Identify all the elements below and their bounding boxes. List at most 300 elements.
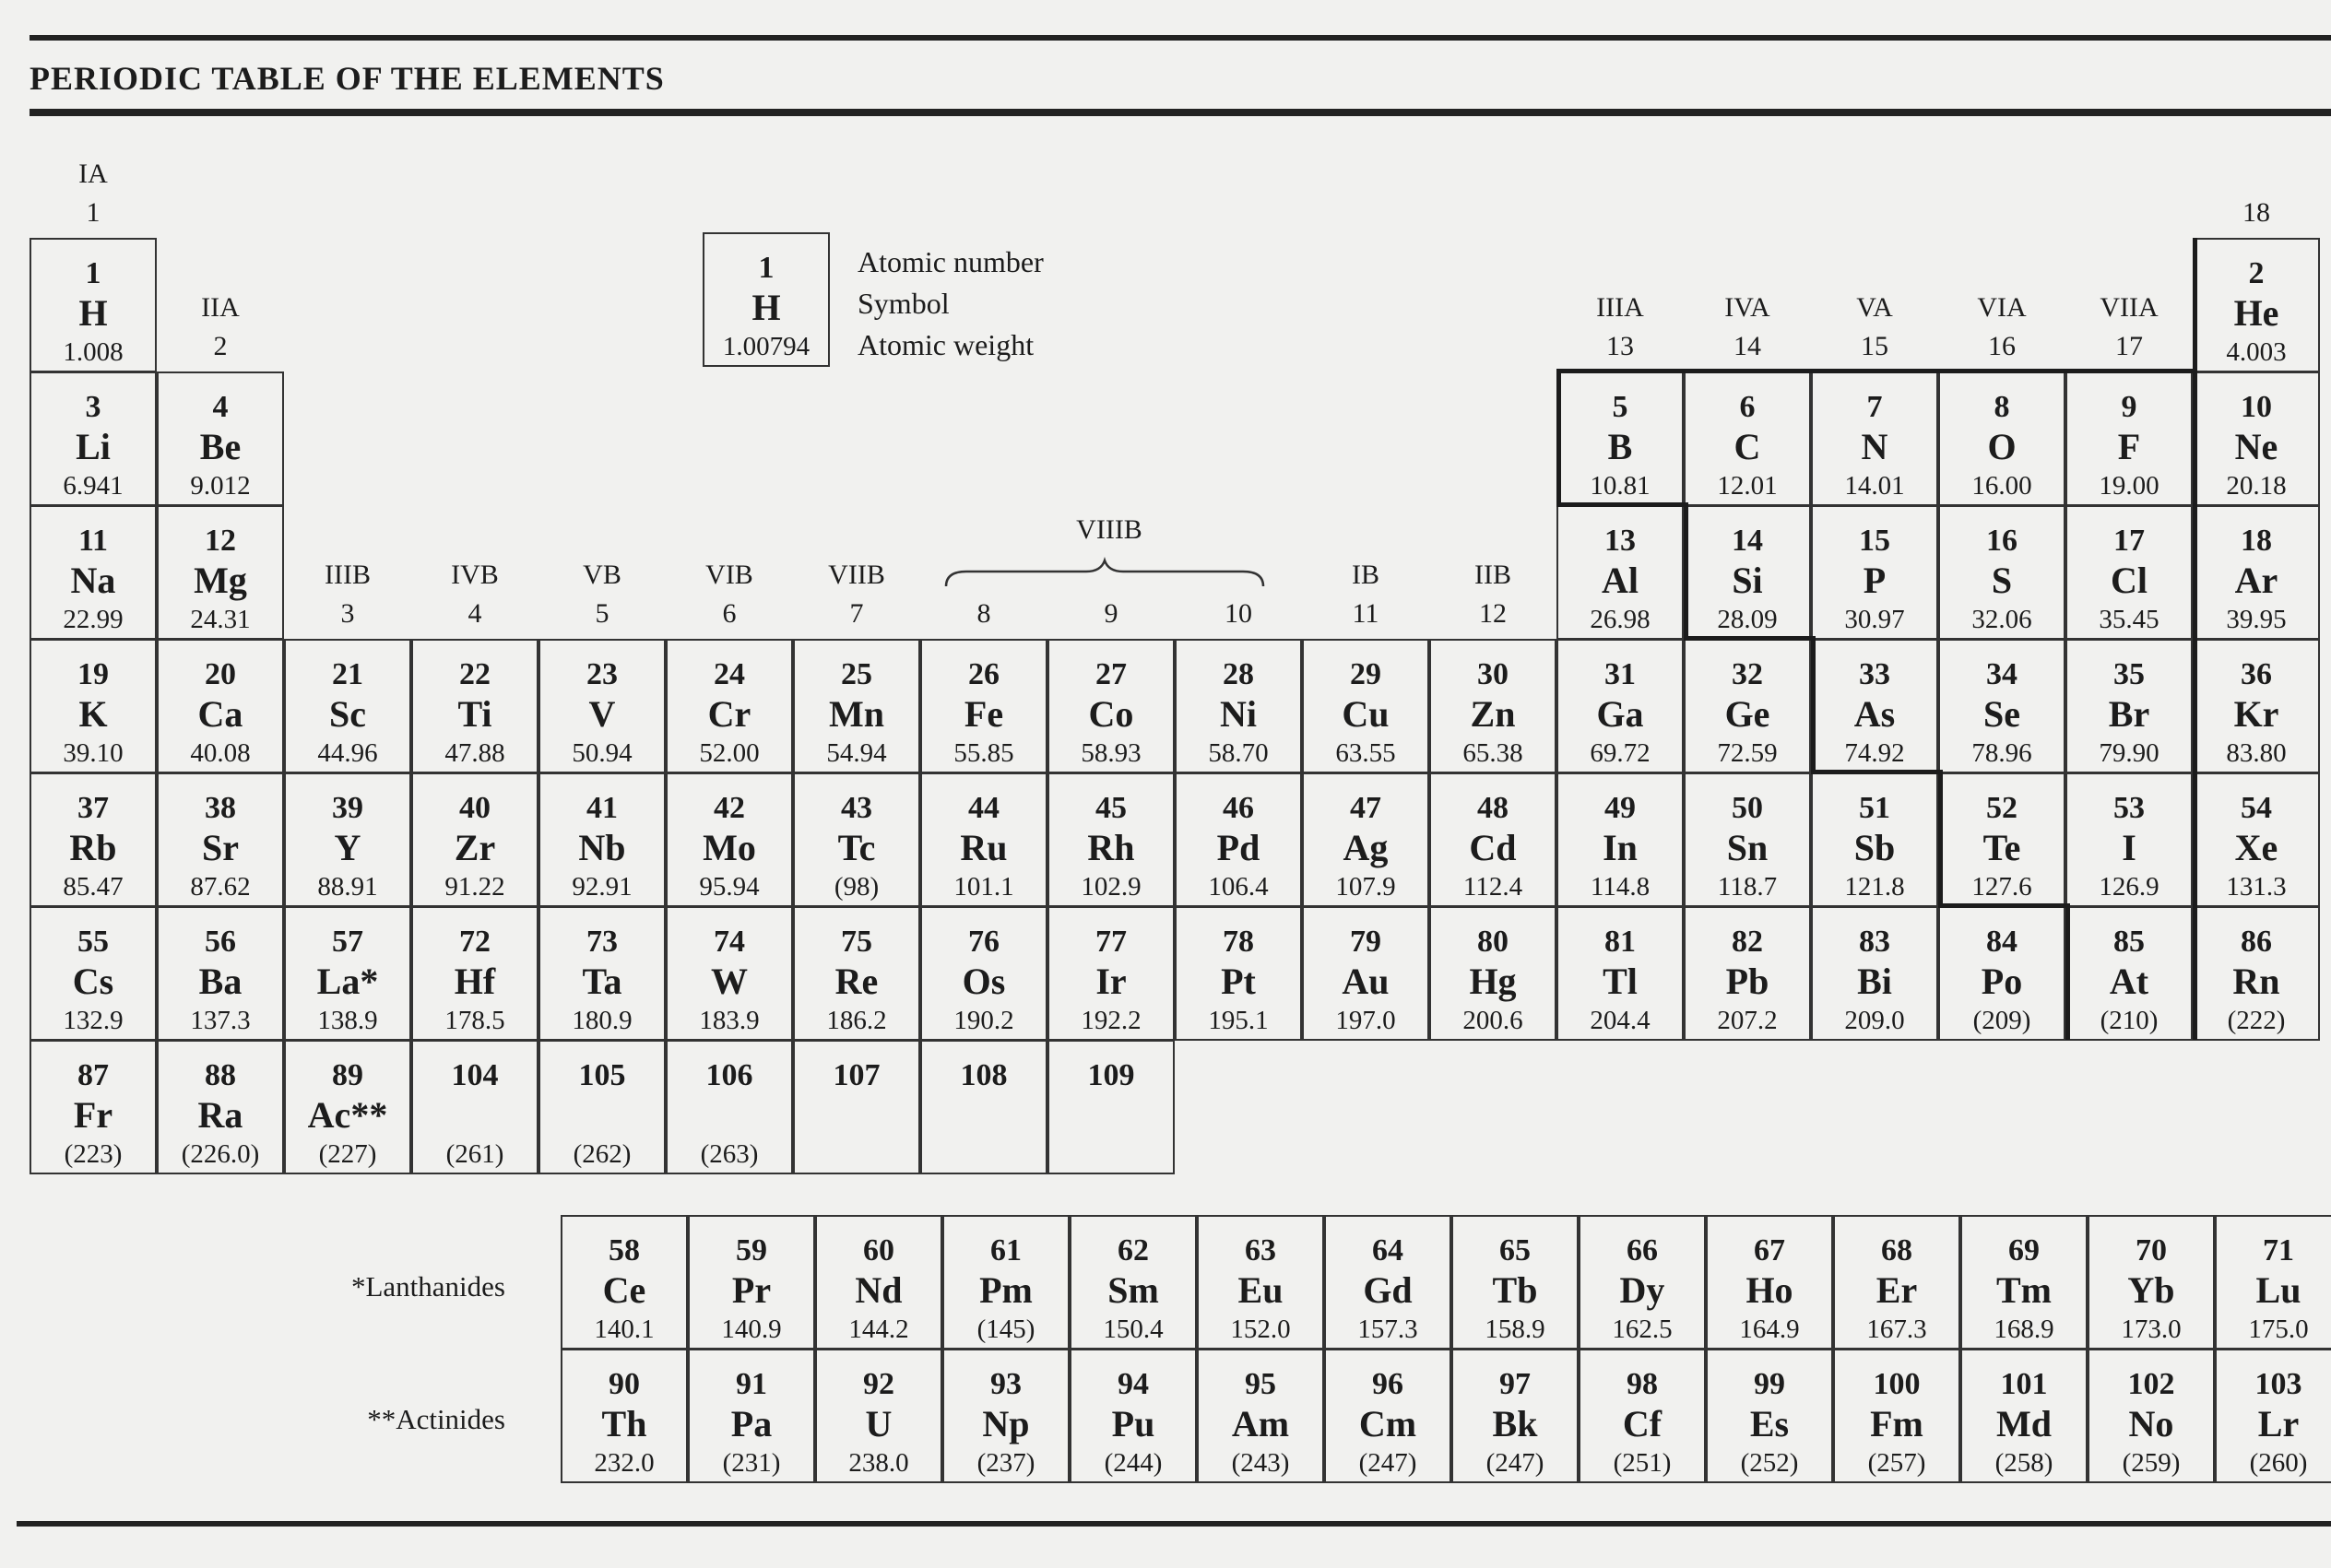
element-symbol: La* xyxy=(316,961,379,1002)
element-symbol: Eu xyxy=(1237,1269,1284,1311)
atomic-number: 109 xyxy=(1087,1058,1135,1092)
atomic-number: 47 xyxy=(1350,791,1381,825)
atomic-number: 80 xyxy=(1477,925,1509,959)
element-cell-fr xyxy=(30,1040,157,1174)
atomic-number: 49 xyxy=(1604,791,1636,825)
element-symbol: H xyxy=(78,292,108,334)
atomic-number: 38 xyxy=(205,791,236,825)
bottom-rule xyxy=(17,1521,2331,1527)
atomic-weight: 144.2 xyxy=(848,1315,909,1344)
atomic-number: 45 xyxy=(1095,791,1127,825)
atomic-weight: 197.0 xyxy=(1335,1006,1396,1035)
element-symbol: Sc xyxy=(329,693,366,735)
group-label-number: 7 xyxy=(849,598,864,629)
legend-weight: 1.00794 xyxy=(722,332,811,361)
atomic-weight: 39.10 xyxy=(63,738,124,768)
atomic-weight: 238.0 xyxy=(848,1448,909,1478)
element-symbol: Sb xyxy=(1853,827,1896,868)
atomic-weight: (222) xyxy=(2227,1006,2286,1035)
atomic-number: 3 xyxy=(85,390,101,424)
group-label-number: 1 xyxy=(86,197,101,228)
atomic-weight: (226.0) xyxy=(181,1139,260,1169)
atomic-number: 108 xyxy=(960,1058,1008,1092)
element-symbol: I xyxy=(2122,827,2136,868)
atomic-number: 82 xyxy=(1732,925,1763,959)
atomic-number: 27 xyxy=(1095,657,1127,691)
atomic-weight: (223) xyxy=(64,1139,123,1169)
atomic-number: 19 xyxy=(77,657,109,691)
atomic-number: 42 xyxy=(714,791,745,825)
atomic-weight: 52.00 xyxy=(699,738,760,768)
actinide-cell-pu xyxy=(1070,1349,1197,1483)
atomic-weight: (261) xyxy=(445,1139,504,1169)
group-label-roman: IIA xyxy=(201,292,240,323)
viiib-brace xyxy=(939,557,1271,594)
atomic-weight: 69.72 xyxy=(1590,738,1651,768)
element-cell-se xyxy=(1938,639,2065,773)
element-cell-po xyxy=(1938,906,2065,1041)
atomic-weight: 118.7 xyxy=(1717,872,1778,902)
element-cell-xe xyxy=(2193,772,2320,907)
element-symbol: Ga xyxy=(1596,693,1644,735)
atomic-weight: 207.2 xyxy=(1717,1006,1778,1035)
atomic-number: 83 xyxy=(1859,925,1890,959)
atomic-weight: (262) xyxy=(573,1139,632,1169)
atomic-number: 21 xyxy=(332,657,363,691)
element-symbol: Tl xyxy=(1603,961,1638,1002)
atomic-number: 94 xyxy=(1118,1367,1149,1401)
atomic-weight: 74.92 xyxy=(1844,738,1905,768)
atomic-weight: (231) xyxy=(722,1448,781,1478)
atomic-weight: 140.1 xyxy=(594,1315,655,1344)
element-cell-hg xyxy=(1429,906,1556,1041)
element-symbol: Pa xyxy=(730,1403,773,1444)
metal-nonmetal-line xyxy=(2065,903,2070,1040)
atomic-weight: 112.4 xyxy=(1462,872,1523,902)
element-cell-f xyxy=(2065,371,2193,506)
element-symbol: Tm xyxy=(1996,1269,2052,1311)
element-symbol: Cr xyxy=(707,693,751,735)
element-symbol: Ba xyxy=(198,961,243,1002)
atomic-weight: 44.96 xyxy=(317,738,378,768)
element-symbol: W xyxy=(711,961,748,1002)
actinide-cell-lr xyxy=(2215,1349,2331,1483)
group-label-number: 14 xyxy=(1733,331,1761,361)
lanthanide-cell-nd xyxy=(815,1215,942,1350)
group-label-roman: IA xyxy=(78,159,108,189)
atomic-weight: 87.62 xyxy=(190,872,251,902)
element-cell-al xyxy=(1556,505,1684,640)
atomic-weight: 72.59 xyxy=(1717,738,1778,768)
atomic-number: 84 xyxy=(1986,925,2017,959)
element-symbol: Ra xyxy=(197,1094,243,1136)
group-label-roman: VIB xyxy=(705,560,753,590)
element-cell-pd xyxy=(1175,772,1302,907)
element-cell-ac xyxy=(284,1040,411,1174)
atomic-weight: (247) xyxy=(1358,1448,1417,1478)
element-cell-as xyxy=(1811,639,1938,773)
title-rule xyxy=(30,109,2331,116)
actinide-cell-th xyxy=(561,1349,688,1483)
atomic-number: 92 xyxy=(863,1367,894,1401)
element-symbol: Gd xyxy=(1363,1269,1413,1311)
atomic-number: 10 xyxy=(2241,390,2272,424)
atomic-weight: 9.012 xyxy=(190,471,251,501)
element-symbol: K xyxy=(78,693,108,735)
element-symbol: Ne xyxy=(2234,426,2278,467)
atomic-number: 88 xyxy=(205,1058,236,1092)
element-cell-rh xyxy=(1047,772,1175,907)
group-label-roman: VIIA xyxy=(2100,292,2159,323)
lanthanide-cell-yb xyxy=(2088,1215,2215,1350)
group-label-number: 18 xyxy=(2242,197,2270,228)
atomic-weight: 106.4 xyxy=(1208,872,1269,902)
atomic-number: 6 xyxy=(1739,390,1756,424)
element-cell-ga xyxy=(1556,639,1684,773)
element-cell-ag xyxy=(1302,772,1429,907)
atomic-number: 72 xyxy=(459,925,491,959)
element-cell-au xyxy=(1302,906,1429,1041)
group-label-roman: VIA xyxy=(1977,292,2027,323)
metal-nonmetal-line xyxy=(1938,903,2070,908)
atomic-weight: 58.70 xyxy=(1208,738,1269,768)
element-symbol: Rn xyxy=(2232,961,2280,1002)
atomic-number: 36 xyxy=(2241,657,2272,691)
element-cell-b xyxy=(1556,371,1684,506)
actinide-cell-bk xyxy=(1451,1349,1579,1483)
element-symbol: No xyxy=(2128,1403,2174,1444)
element-cell-li xyxy=(30,371,157,506)
atomic-weight: 88.91 xyxy=(317,872,378,902)
element-symbol: Pt xyxy=(1221,961,1256,1002)
element-symbol: Te xyxy=(1982,827,2021,868)
atomic-weight: 79.90 xyxy=(2099,738,2159,768)
group-label-roman: IVA xyxy=(1724,292,1770,323)
atomic-weight: 180.9 xyxy=(572,1006,633,1035)
element-cell-te xyxy=(1938,772,2065,907)
group-label-number: 5 xyxy=(595,598,609,629)
element-cell-pt xyxy=(1175,906,1302,1041)
element-symbol: Cs xyxy=(72,961,114,1002)
lanthanide-cell-tm xyxy=(1960,1215,2088,1350)
atomic-weight: 24.31 xyxy=(190,605,251,634)
atomic-number: 22 xyxy=(459,657,491,691)
group-label-roman: IVB xyxy=(451,560,499,590)
atomic-number: 70 xyxy=(2136,1233,2167,1267)
atomic-weight: (247) xyxy=(1485,1448,1544,1478)
atomic-number: 8 xyxy=(1994,390,2010,424)
element-symbol: Lu xyxy=(2255,1269,2301,1311)
actinide-cell-cm xyxy=(1324,1349,1451,1483)
element-cell-fe xyxy=(920,639,1047,773)
element-symbol: Rh xyxy=(1087,827,1135,868)
element-cell-108 xyxy=(920,1040,1047,1174)
atomic-weight: 47.88 xyxy=(444,738,505,768)
element-cell-hf xyxy=(411,906,538,1041)
atomic-number: 32 xyxy=(1732,657,1763,691)
atomic-weight: (243) xyxy=(1231,1448,1290,1478)
element-cell-109 xyxy=(1047,1040,1175,1174)
element-cell-na xyxy=(30,505,157,640)
atomic-weight: 19.00 xyxy=(2099,471,2159,501)
atomic-number: 39 xyxy=(332,791,363,825)
atomic-weight: 12.01 xyxy=(1717,471,1778,501)
atomic-number: 43 xyxy=(841,791,872,825)
atomic-number: 4 xyxy=(212,390,229,424)
element-symbol: As xyxy=(1853,693,1896,735)
element-cell-tl xyxy=(1556,906,1684,1041)
element-cell-cu xyxy=(1302,639,1429,773)
element-symbol: Be xyxy=(199,426,242,467)
element-symbol: In xyxy=(1603,827,1638,868)
element-cell-o xyxy=(1938,371,2065,506)
atomic-weight: 20.18 xyxy=(2226,471,2287,501)
atomic-number: 37 xyxy=(77,791,109,825)
element-symbol: V xyxy=(588,693,616,735)
atomic-weight: 158.9 xyxy=(1485,1315,1545,1344)
group-label-number: 10 xyxy=(1225,598,1252,629)
element-symbol: Am xyxy=(1231,1403,1290,1444)
atomic-number: 25 xyxy=(841,657,872,691)
group-label-number: 6 xyxy=(722,598,737,629)
group-label-viiib: VIIIB xyxy=(1076,514,1142,545)
element-symbol: Li xyxy=(76,426,111,467)
element-cell-ru xyxy=(920,772,1047,907)
element-symbol: Cd xyxy=(1469,827,1517,868)
atomic-number: 41 xyxy=(586,791,618,825)
atomic-number: 105 xyxy=(578,1058,626,1092)
atomic-number: 85 xyxy=(2113,925,2145,959)
element-cell-pb xyxy=(1684,906,1811,1041)
atomic-weight: 114.8 xyxy=(1590,872,1651,902)
element-symbol: Ag xyxy=(1343,827,1389,868)
element-symbol: N xyxy=(1861,426,1888,467)
atomic-weight: 178.5 xyxy=(444,1006,505,1035)
atomic-number: 20 xyxy=(205,657,236,691)
atomic-number: 13 xyxy=(1604,524,1636,558)
atomic-weight: 102.9 xyxy=(1081,872,1142,902)
atomic-number: 63 xyxy=(1245,1233,1276,1267)
element-symbol: Fm xyxy=(1870,1403,1923,1444)
atomic-weight: (98) xyxy=(834,872,880,902)
element-symbol: Th xyxy=(601,1403,647,1444)
atomic-weight: (209) xyxy=(1972,1006,2031,1035)
element-symbol: Co xyxy=(1088,693,1134,735)
metal-nonmetal-line xyxy=(1811,770,1943,774)
lanthanide-cell-tb xyxy=(1451,1215,1579,1350)
atomic-number: 9 xyxy=(2121,390,2137,424)
lanthanides-label: *Lanthanides xyxy=(350,1270,505,1303)
atomic-weight: (244) xyxy=(1104,1448,1163,1478)
atomic-weight: 26.98 xyxy=(1590,605,1651,634)
element-cell-kr xyxy=(2193,639,2320,773)
page-title: PERIODIC TABLE OF THE ELEMENTS xyxy=(30,60,665,97)
element-symbol: Si xyxy=(1732,560,1763,601)
atomic-weight: 168.9 xyxy=(1994,1315,2054,1344)
atomic-weight: 138.9 xyxy=(317,1006,378,1035)
nonmetal-top-line xyxy=(1556,369,2197,373)
actinide-cell-am xyxy=(1197,1349,1324,1483)
element-symbol: Kr xyxy=(2233,693,2279,735)
atomic-number: 73 xyxy=(586,925,618,959)
atomic-weight: 190.2 xyxy=(953,1006,1014,1035)
element-symbol: Dy xyxy=(1619,1269,1665,1311)
atomic-weight: 85.47 xyxy=(63,872,124,902)
atomic-weight: 150.4 xyxy=(1103,1315,1164,1344)
atomic-number: 90 xyxy=(609,1367,640,1401)
element-symbol: He xyxy=(2233,292,2279,334)
element-symbol: Md xyxy=(1996,1403,2052,1444)
element-cell-sc xyxy=(284,639,411,773)
element-symbol: Po xyxy=(1981,961,2023,1002)
element-symbol: Fe xyxy=(964,693,1004,735)
atomic-number: 7 xyxy=(1866,390,1883,424)
atomic-weight: 95.94 xyxy=(699,872,760,902)
atomic-weight: 32.06 xyxy=(1971,605,2032,634)
atomic-number: 97 xyxy=(1499,1367,1531,1401)
lanthanide-cell-gd xyxy=(1324,1215,1451,1350)
element-cell-sn xyxy=(1684,772,1811,907)
atomic-weight: 232.0 xyxy=(594,1448,655,1478)
atomic-number: 34 xyxy=(1986,657,2017,691)
element-cell-cr xyxy=(666,639,793,773)
element-symbol: O xyxy=(1987,426,2017,467)
element-symbol: Yb xyxy=(2127,1269,2175,1311)
element-symbol: Hg xyxy=(1469,961,1517,1002)
metal-nonmetal-line xyxy=(1684,636,1816,641)
atomic-weight: 162.5 xyxy=(1612,1315,1673,1344)
atomic-weight: 204.4 xyxy=(1590,1006,1651,1035)
element-cell-s xyxy=(1938,505,2065,640)
atomic-number: 96 xyxy=(1372,1367,1403,1401)
element-symbol: Mg xyxy=(194,560,247,601)
atomic-number: 101 xyxy=(2000,1367,2048,1401)
element-symbol: Bi xyxy=(1857,961,1892,1002)
atomic-number: 69 xyxy=(2008,1233,2040,1267)
element-symbol: Ac** xyxy=(307,1094,388,1136)
element-symbol: Ta xyxy=(582,961,622,1002)
atomic-number: 93 xyxy=(990,1367,1022,1401)
atomic-weight: 35.45 xyxy=(2099,605,2159,634)
atomic-number: 30 xyxy=(1477,657,1509,691)
element-symbol: Mo xyxy=(703,827,756,868)
atomic-number: 77 xyxy=(1095,925,1127,959)
atomic-number: 91 xyxy=(736,1367,767,1401)
atomic-number: 59 xyxy=(736,1233,767,1267)
element-cell-cl xyxy=(2065,505,2193,640)
actinide-cell-cf xyxy=(1579,1349,1706,1483)
group-label-number: 13 xyxy=(1606,331,1634,361)
element-cell-zr xyxy=(411,772,538,907)
atomic-number: 51 xyxy=(1859,791,1890,825)
element-cell-ar xyxy=(2193,505,2320,640)
element-cell-rb xyxy=(30,772,157,907)
atomic-weight: 4.003 xyxy=(2226,337,2287,367)
element-symbol: Zr xyxy=(454,827,496,868)
element-symbol: Ni xyxy=(1220,693,1257,735)
atomic-number: 18 xyxy=(2241,524,2272,558)
lanthanide-cell-pm xyxy=(942,1215,1070,1350)
atomic-weight: 127.6 xyxy=(1971,872,2032,902)
element-cell-co xyxy=(1047,639,1175,773)
element-symbol: Rb xyxy=(69,827,117,868)
metal-nonmetal-line xyxy=(1684,502,1688,639)
atomic-number: 64 xyxy=(1372,1233,1403,1267)
element-symbol: Pm xyxy=(979,1269,1033,1311)
element-cell-nb xyxy=(538,772,666,907)
atomic-number: 74 xyxy=(714,925,745,959)
atomic-number: 56 xyxy=(205,925,236,959)
element-symbol: Cf xyxy=(1622,1403,1662,1444)
element-symbol: Ti xyxy=(457,693,492,735)
element-symbol: Br xyxy=(2108,693,2150,735)
atomic-weight: (257) xyxy=(1867,1448,1926,1478)
element-symbol: Bk xyxy=(1492,1403,1538,1444)
atomic-number: 54 xyxy=(2241,791,2272,825)
group-label-number: 4 xyxy=(467,598,482,629)
lanthanide-cell-sm xyxy=(1070,1215,1197,1350)
atomic-number: 58 xyxy=(609,1233,640,1267)
lanthanide-cell-dy xyxy=(1579,1215,1706,1350)
atomic-number: 14 xyxy=(1732,524,1763,558)
element-symbol: Fr xyxy=(73,1094,113,1136)
atomic-number: 46 xyxy=(1223,791,1254,825)
atomic-weight: (260) xyxy=(2249,1448,2308,1478)
atomic-number: 78 xyxy=(1223,925,1254,959)
atomic-number: 98 xyxy=(1627,1367,1658,1401)
element-cell-os xyxy=(920,906,1047,1041)
atomic-weight: 83.80 xyxy=(2226,738,2287,768)
element-cell-ge xyxy=(1684,639,1811,773)
element-symbol: Al xyxy=(1602,560,1639,601)
group-label-number: 8 xyxy=(976,598,991,629)
atomic-number: 24 xyxy=(714,657,745,691)
atomic-number: 15 xyxy=(1859,524,1890,558)
atomic-weight: 200.6 xyxy=(1462,1006,1523,1035)
element-symbol: Ca xyxy=(197,693,243,735)
lanthanide-cell-ho xyxy=(1706,1215,1833,1350)
atomic-number: 95 xyxy=(1245,1367,1276,1401)
element-symbol: Pu xyxy=(1111,1403,1155,1444)
atomic-number: 102 xyxy=(2127,1367,2175,1401)
atomic-number: 81 xyxy=(1604,925,1636,959)
element-cell-cd xyxy=(1429,772,1556,907)
actinide-cell-es xyxy=(1706,1349,1833,1483)
atomic-number: 2 xyxy=(2248,256,2265,290)
atomic-weight: (237) xyxy=(976,1448,1035,1478)
atomic-number: 31 xyxy=(1604,657,1636,691)
group-label-roman: IIIA xyxy=(1596,292,1644,323)
atomic-weight: 1.008 xyxy=(63,337,124,367)
group-label-number: 15 xyxy=(1861,331,1888,361)
atomic-weight: 157.3 xyxy=(1357,1315,1418,1344)
element-symbol: B xyxy=(1607,426,1633,467)
element-symbol: Tc xyxy=(837,827,876,868)
element-symbol: Re xyxy=(834,961,879,1002)
atomic-weight: 54.94 xyxy=(826,738,887,768)
atomic-number: 48 xyxy=(1477,791,1509,825)
atomic-weight: 101.1 xyxy=(953,872,1014,902)
atomic-number: 40 xyxy=(459,791,491,825)
element-cell-h xyxy=(30,238,157,372)
atomic-weight: 22.99 xyxy=(63,605,124,634)
group-label-number: 2 xyxy=(213,331,228,361)
top-rule xyxy=(30,35,2331,41)
element-symbol: P xyxy=(1863,560,1887,601)
atomic-number: 60 xyxy=(863,1233,894,1267)
metal-nonmetal-line xyxy=(1811,636,1816,772)
metal-nonmetal-line xyxy=(1556,502,1688,507)
